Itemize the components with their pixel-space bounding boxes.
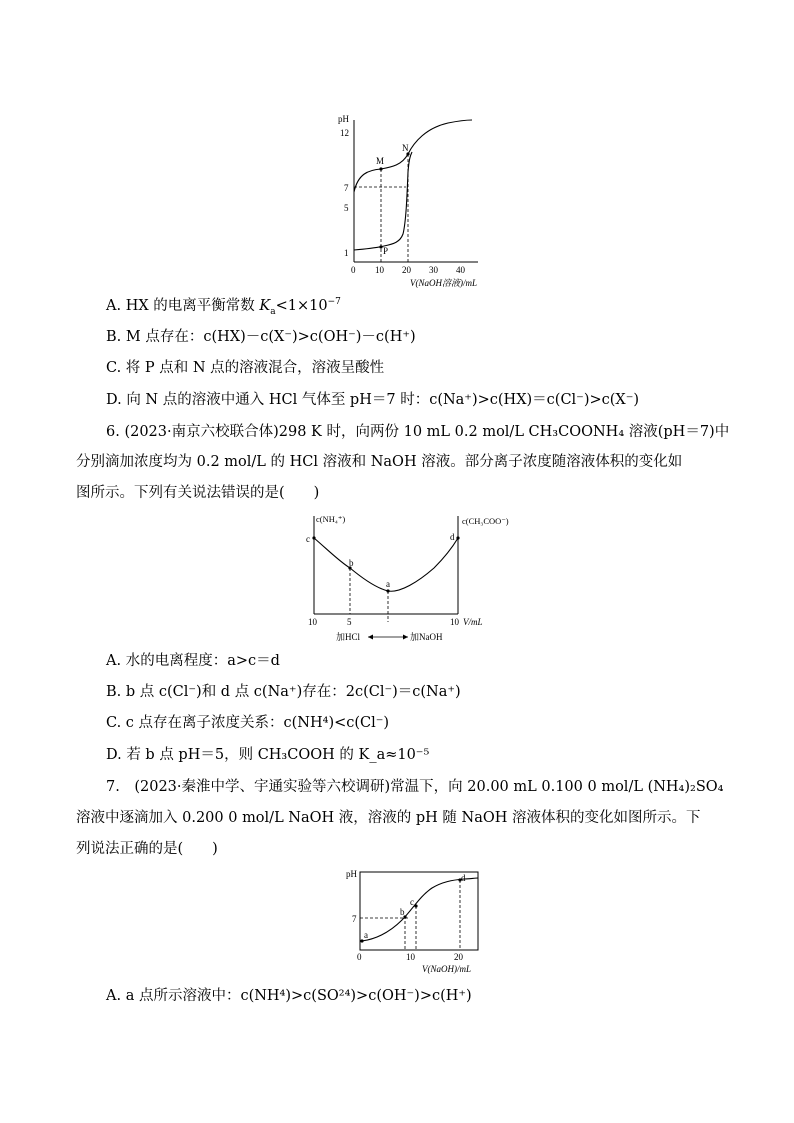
q6-xtick-mid: 5: [347, 617, 352, 627]
q5-x-label: V(NaOH溶液)/mL: [410, 278, 477, 288]
q6-arrow-right-head: [403, 635, 408, 640]
q6-left-label: c(NH₄⁺): [316, 514, 346, 524]
q7-option-a: A. a 点所示溶液中：c(NH⁴)>c(SO²⁴)>c(OH⁻)>c(H⁺): [106, 988, 472, 1004]
q5-point-m: [379, 167, 382, 170]
q6-arrow-left-head: [368, 635, 373, 640]
q6-add-hcl: 加HCl: [336, 632, 361, 642]
q6-concentration-chart: [300, 510, 530, 646]
q6-label-a: a: [386, 579, 390, 589]
q5-xtick-10: 10: [375, 265, 384, 275]
q7-label-d: d: [461, 873, 466, 883]
q7-stem-1: 7. (2023·秦淮中学、宇通实验等六校调研)常温下，向 20.00 mL 0.100 0 mol/L (NH₄)₂SO₄: [106, 779, 724, 795]
q5-xtick-30: 30: [429, 265, 438, 275]
q7-ytick-7: 7: [352, 914, 357, 924]
q6-xtick-right: 10: [450, 617, 459, 627]
q7-x-label: V(NaOH)/mL: [422, 964, 471, 974]
q5-titration-chart: [330, 112, 500, 290]
q7-label-c: c: [410, 897, 414, 907]
q6-stem-2: 分别滴加浓度均为 0.2 mol/L 的 HCl 溶液和 NaOH 溶液。部分离子浓度随溶液体积的变化如: [76, 454, 683, 470]
q6-stem-1: 6. (2023·南京六校联合体)298 K 时，向两份 10 mL 0.2 mol/L CH₃COONH₄ 溶液(pH＝7)中: [106, 424, 730, 440]
q7-point-c: [414, 904, 417, 907]
q5-xtick-40: 40: [456, 265, 465, 275]
q5-label-n: N: [402, 143, 409, 153]
q5-xtick-0: 0: [351, 265, 356, 275]
q7-stem-3: 列说法正确的是( ): [76, 841, 218, 857]
q6-add-naoh: 加NaOH: [410, 632, 443, 642]
q6-option-c: C. c 点存在离子浓度关系：c(NH⁴)<c(Cl⁻): [106, 715, 390, 731]
q6-option-d: D. 若 b 点 pH＝5，则 CH₃COOH 的 K_a≈10⁻⁵: [106, 747, 430, 763]
q5-xtick-20: 20: [402, 265, 411, 275]
q5-curve-upper: [354, 120, 472, 192]
q5-option-b: B. M 点存在：c(HX)－c(X⁻)>c(OH⁻)－c(H⁺): [106, 329, 416, 345]
q6-xtick-left: 10: [308, 617, 317, 627]
q5-ytick-1: 1: [344, 248, 349, 258]
q7-label-b: b: [400, 907, 405, 917]
q5-ytick-12: 12: [340, 128, 349, 138]
q6-x-label: V/mL: [463, 617, 483, 627]
q7-y-label: pH: [346, 869, 357, 879]
q5-label-m: M: [376, 156, 385, 166]
q7-curve: [362, 878, 478, 941]
q5-curve-lower: [354, 152, 412, 250]
q6-stem-3: 图所示。下列有关说法错误的是( ): [76, 485, 320, 501]
q6-option-a: A. 水的电离程度：a>c＝d: [106, 653, 280, 669]
q7-xtick-0: 0: [357, 952, 362, 962]
q5-ytick-7: 7: [344, 183, 349, 193]
q7-stem-2: 溶液中逐滴加入 0.200 0 mol/L NaOH 液，溶液的 pH 随 NaOH 溶液体积的变化如图所示。下: [76, 810, 701, 826]
q5-option-a: A. HX 的电离平衡常数 $K_a<1\times 10^{-7}$: [106, 297, 341, 317]
q5-label-p: P: [383, 246, 389, 256]
q6-point-d: [456, 536, 459, 539]
q6-point-c: [312, 536, 315, 539]
q7-xtick-20: 20: [454, 952, 463, 962]
q6-point-a: [386, 589, 389, 592]
q5-option-c: C. 将 P 点和 N 点的溶液混合，溶液呈酸性: [106, 360, 385, 376]
q6-right-label: c(CH₃COO⁻): [462, 516, 509, 526]
q5-y-label: pH: [338, 114, 349, 124]
q7-ph-chart: [340, 866, 490, 976]
q7-label-a: a: [364, 930, 368, 940]
q6-label-c: c: [306, 534, 310, 544]
q5-ytick-5: 5: [344, 203, 349, 213]
q6-label-b: b: [349, 558, 354, 568]
q6-option-b: B. b 点 c(Cl⁻)和 d 点 c(Na⁺)存在：2c(Cl⁻)＝c(Na⁺): [106, 684, 461, 700]
q5-option-d: D. 向 N 点的溶液中通入 HCl 气体至 pH＝7 时：c(Na⁺)>c(HX)＝c(Cl⁻)>c(X⁻): [106, 392, 640, 408]
q7-xtick-10: 10: [406, 952, 415, 962]
q6-label-d: d: [450, 532, 455, 542]
